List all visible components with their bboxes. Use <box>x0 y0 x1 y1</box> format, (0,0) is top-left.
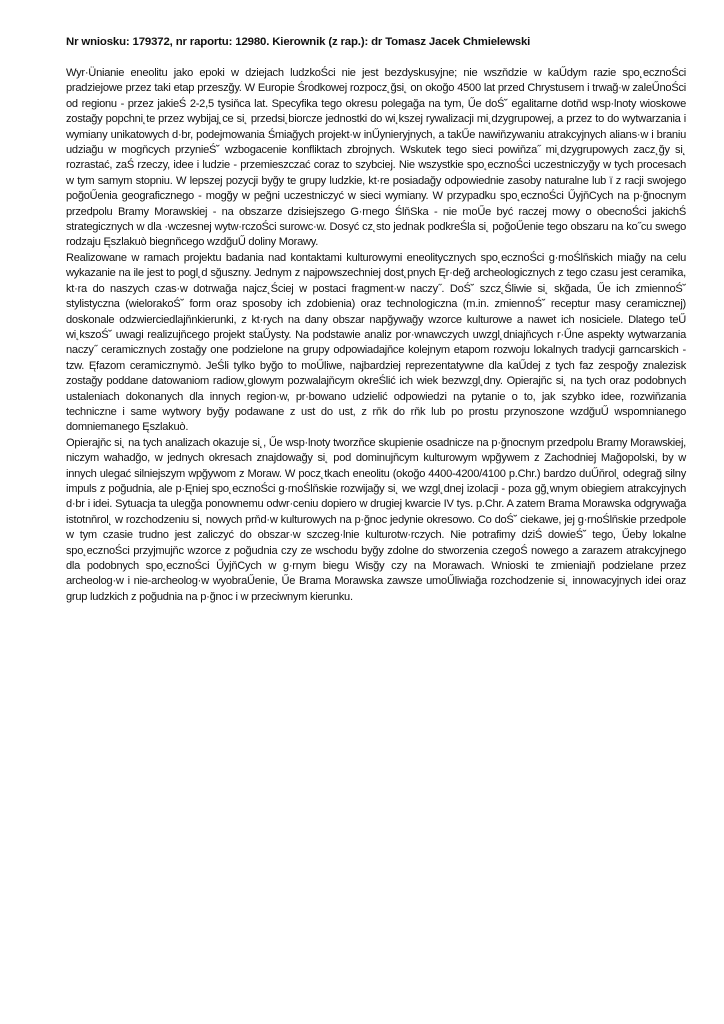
paragraph-intro: Wyr·Ünianie eneolitu jako epoki w dziejach ludzkoŚci nie jest bezdyskusyjne; nie wszňdzie w kaŰdym razie spo˛ecznoŚci pradziejowe przez taki etap przeszğy. W Europie Środkowej rozpocz˛ğsi˛ on okoğo 4500 lat przed Chrystusem i trwağ·w zaleŰnoŚci od regionu - przez jakieŚ 2-2,5 tysiňca lat. Specyfika tego okresu polegağa na tym, Űe doŚ˘ egalitarne dotňd wsp·lnoty wioskowe zostağy popchni˛te przez wybijaj˛ce si˛ przedsi˛biorcze jednostki do wi˛kszej rywalizacji mi˛dzygrupowej, a przez to do wytwarzania i wymiany unikatowych d·br, podejmowania Śmiağych projekt·w inŰynieryjnych, a takŰe nawiňzywaniu atrakcyjnych alians·w i braniu udziağu w mogňcych przynieŚ˘ wzbogacenie konfliktach zbrojnych. Wskutek tego sieci powiňza˝ mi˛dzygrupowych zacz˛ğy si˛ rozrastać, zaŚ rzeczy, idee i ludzie - przemieszczać coraz to szybciej. Nie wszystkie spo˛ecznoŚci uczestniczyğy w tych procesach w tym samym stopniu. W lepszej pozycji byğy te grupy ludzkie, kt·re posiadağy odpowiednie zasoby naturalne lub ï z racji swojego poğoŰenia geograficznego - mogğy w peğni uczestniczyć w sieci wymiany. W przypadku spo˛ecznoŚci ŰyjňCych na p·ğnocnym przedpolu Bramy Morawskiej - na obszarze dzisiejszego G·rnego ŚlňSka - nie moŰe być raczej mowy o obecnoŚci jakichŚ strategicznych w dla ·wczesnej wytw·rczoŚci surowc·w. Dosyć cz˛sto jednak podkreŚla si˛ poğoŰenie tego obszaru na ko˝cu swego rodzaju Ęszlakuò biegnňcego wzdğuŰ doliny Morawy. <box>66 67 686 249</box>
document-page <box>66 36 686 605</box>
report-header: Nr wniosku: 179372, nr raportu: 12980. Kierownik (z rap.): dr Tomasz Jacek Chmielewski <box>66 36 531 48</box>
paragraph-research: Realizowane w ramach projektu badania nad kontaktami kulturowymi eneolitycznych spo˛ecznoŚci g·rnoŚlňskich miağy na celu wykazanie na ile jest to pogl˛d sğuszny. Jednym z najpowszechniej dost˛pnych Ęr·değ archeologicznych z tego czasu jest ceramika, kt·ra do naszych czas·w dotrwağa najcz˛Ściej w postaci fragment·w naczy˝. DoŚ˘ szcz˛Śliwie si˛ skğada, Űe ich zmiennoŚ˘ stylistyczna (wielorakoŚ˘ form oraz sposoby ich zdobienia) oraz technologiczna (m.in. zmiennoŚ˘ receptur masy ceramicznej) doskonale odzwierciedlajňnkierunki, z kt·rych na dany obszar napğywağy wzorce kulturowe a nawet ich nosiciele. Dlatego teŰ wi˛kszoŚ˘ uwagi realizujňcego projekt staŰysty. Na podstawie analiz por·wnawczych uwzgl˛dniajňcych r·Űne aspekty wytwarzania naczy˝ ceramicznych zostağy one podzielone na grupy odpowiadajňce kolejnym etapom rozwoju lokalnych tradycji garncarskich - tzw. Ęfazom ceramicznymò. JeŚli tylko byğo to moŰliwe, najbardziej reprezentatywne dla kaŰdej z tych faz zespoğy znalezisk zostağy poddane datowaniom radiow˛glowym pozwalajňcym okreŚlić ich wiek bezwzgl˛dny. Opierajňc si˛ na tych oraz podobnych ustaleniach dokonanych dla innych region·w, pr·bowano udzielić odpowiedzi na pytanie o to, jak szybko idee, rozwiňzania techniczne i same wytwory byğy podawane z ust do ust, z rňk do rňk lub po prostu przynoszone wzdğuŰ wspomnianego domniemanego Ęszlakuò. <box>66 251 686 434</box>
paragraph-conclusions: Opierajňc si˛ na tych analizach okazuje si˛, Űe wsp·lnoty tworzňce skupienie osadnicze na p·ğnocnym przedpolu Bramy Morawskiej, niczym wahadğo, w jednych okresach znajdowağy si˛ pod dominujňcym kulturowym wpğywem z Zachodniej Mağopolski, by w innych ulegać silniejszym wpğywom z Moraw. W pocz˛tkach eneolitu (okoğo 4400-4200/4100 p.Chr.) bardzo duŰňrol˛ odegrağ silny impuls z poğudnia, ale p·Ęniej spo˛ecznoŚci g·rnoŚlňskie rozwijağy si˛ we wzgl˛dnej izolacji - poza gğ˛wnym obiegiem atrakcyjnych d·br i idei. Sytuacja ta ulegğa ponownemu odwr·ceniu dopiero w drugiej kwarcie IV tys. p.Chr. A zatem Brama Morawska odgrywağa istotnňrol˛ w rozchodzeniu si˛ nowych prňd·w kulturowych na p·ğnoc jedynie okresowo. Co doŚ˘ ciekawe, jej g·rnoŚlňskie przedpole w tym czasie trudno jest zaliczyć do obszar·w szczeg·lnie kulturotw·rczych. Nie potrafimy dziŚ dowieŚ˘ tego, Űeby lokalne spo˛ecznoŚci przyjmujňc wzorce z poğudnia czy ze wschodu byğy zdolne do stworzenia czegoŚ nowego a zarazem atrakcyjnego dla podobnych spo˛ecznoŚci ŰyjňCych w g·rnym biegu Wisğy czy na Morawach. Wnioski te zmieniajň podzielane przez archeolog·w i nie-archeolog·w wyobraŰenie, Űe Brama Morawska zawsze umoŰliwiağa rozchodzenie si˛ innowacyjnych idei oraz grup ludzkich z poğudnia na p·ğnoc i w przeciwnym kierunku. <box>66 436 686 603</box>
